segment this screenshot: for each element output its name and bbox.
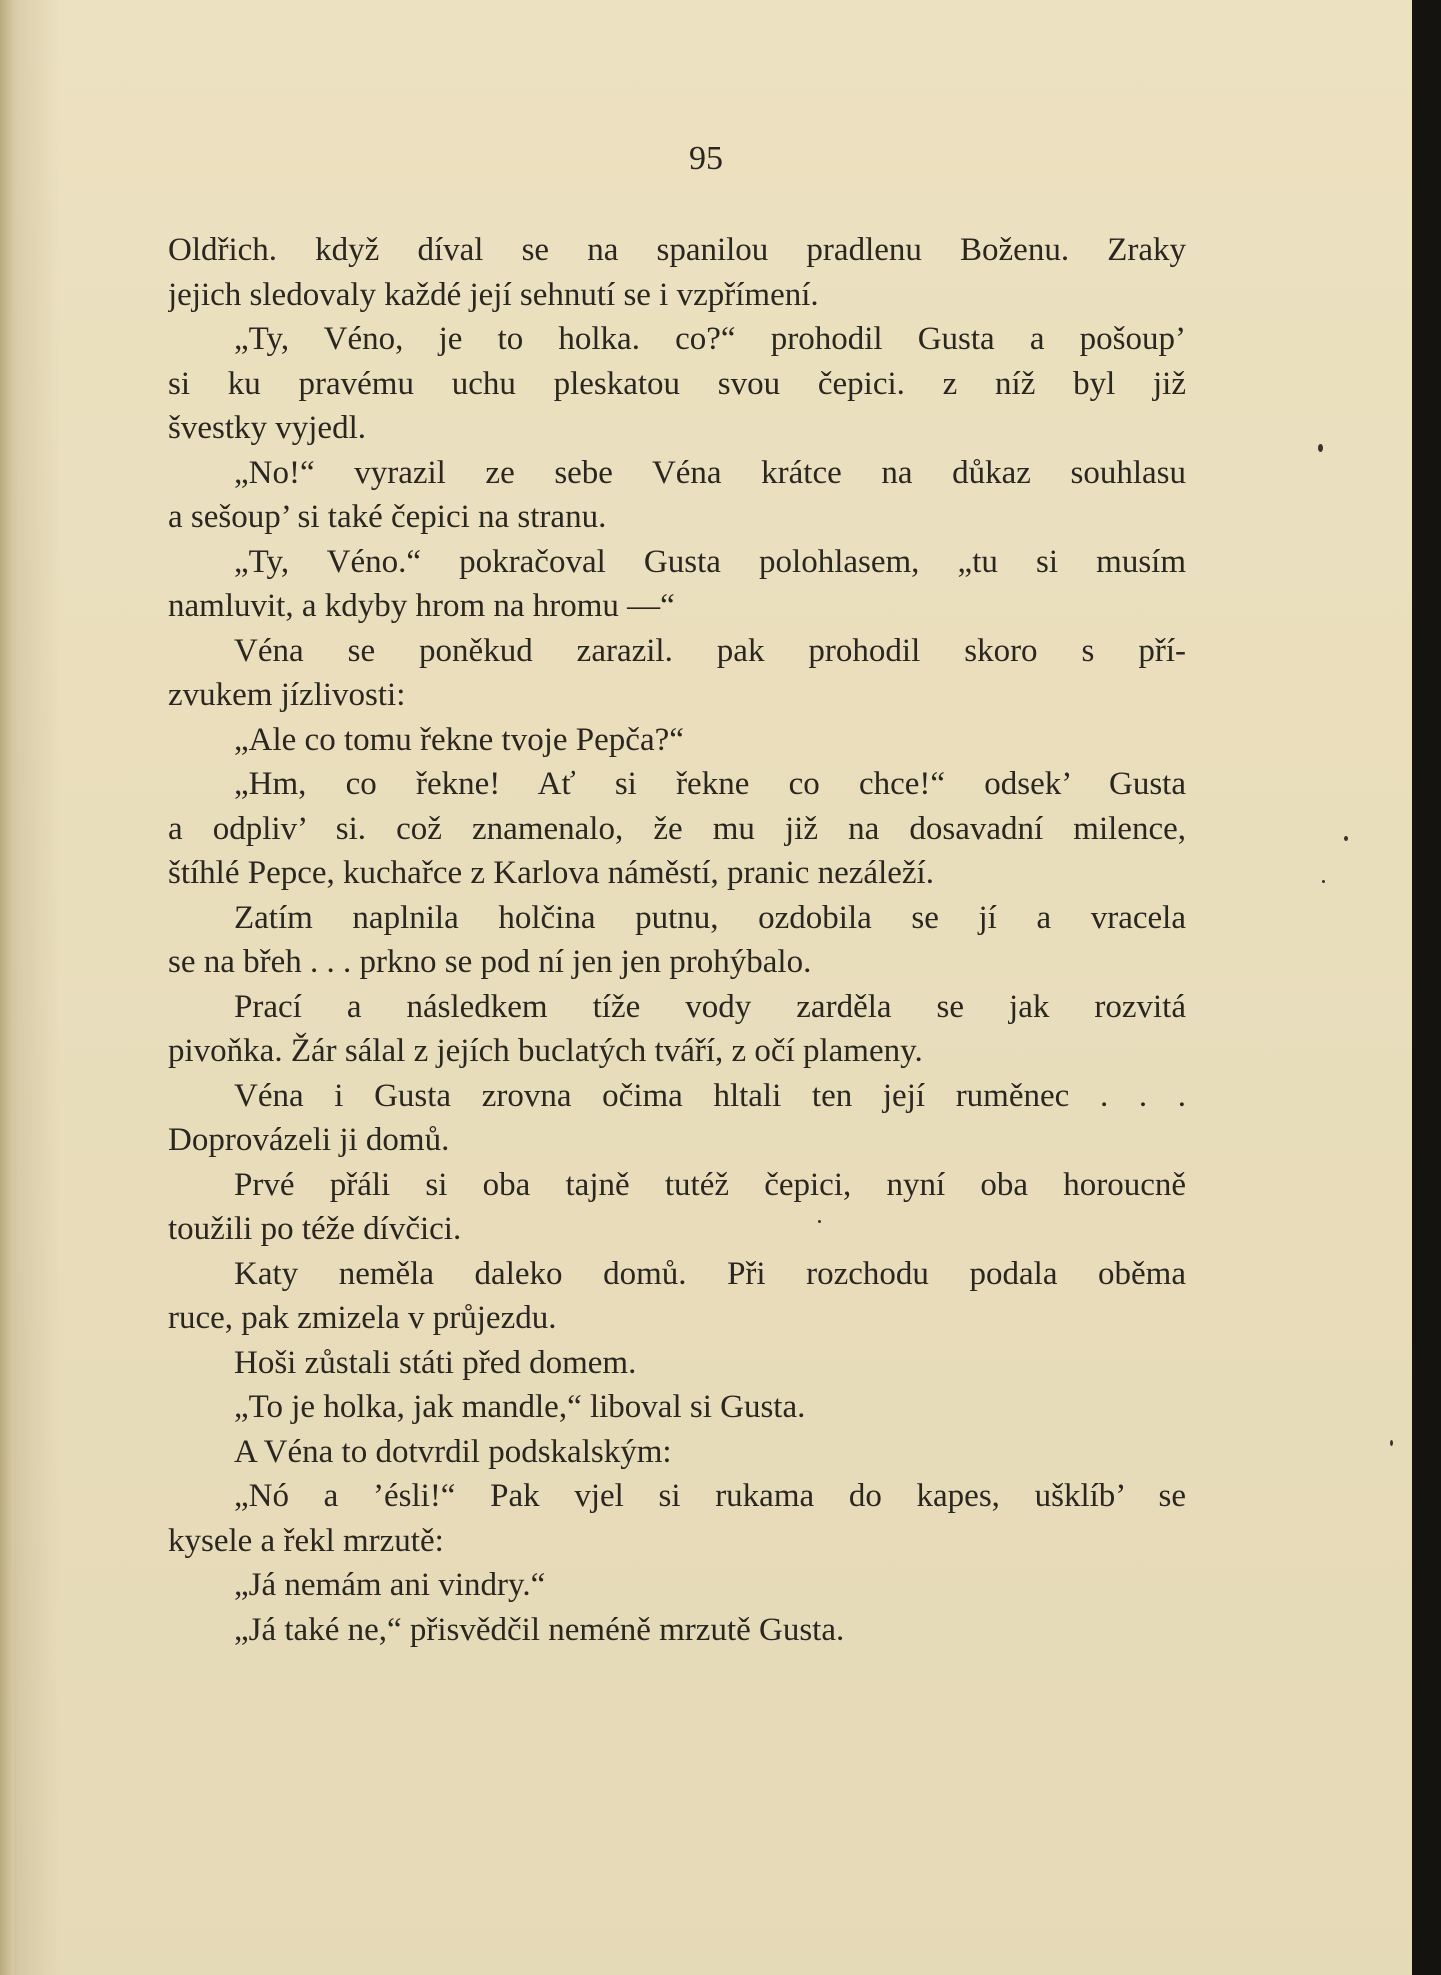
text-line: „No!“ vyrazil ze sebe Véna krátce na důkaz souhlasu bbox=[234, 454, 1186, 491]
print-speck bbox=[818, 1220, 821, 1223]
print-speck bbox=[1322, 880, 1325, 883]
text-line: „To je holka, jak mandle,“ liboval si Gusta. bbox=[234, 1389, 806, 1425]
page-number: 95 bbox=[689, 140, 723, 177]
text-line: „Ty, Véno.“ pokračoval Gusta polohlasem, „tu si musím bbox=[234, 543, 1186, 580]
text-line: „Hm, co řekne! Ať si řekne co chce!“ odsek’ Gusta bbox=[234, 766, 1186, 802]
print-speck bbox=[1318, 444, 1323, 452]
text-line: Prací a následkem tíže vody zarděla se jak rozvitá bbox=[234, 988, 1186, 1025]
text-line: a odpliv’ si. což znamenalo, že mu již na dosavadní milence, bbox=[168, 810, 1186, 847]
text-line: namluvit, a kdyby hrom na hromu —“ bbox=[168, 588, 675, 624]
page-edge-background bbox=[1412, 0, 1441, 1975]
text-line: Doprovázeli ji domů. bbox=[168, 1122, 450, 1158]
print-speck bbox=[1390, 1440, 1393, 1446]
text-line: Véna se poněkud zarazil. pak prohodil skoro s pří- bbox=[234, 632, 1186, 669]
text-line: toužili po téže dívčici. bbox=[168, 1211, 462, 1247]
text-line: kysele a řekl mrzutě: bbox=[168, 1522, 444, 1559]
text-line: Oldřich. když díval se na spanilou pradlenu Boženu. Zraky bbox=[168, 232, 1186, 268]
text-line: „Já nemám ani vindry.“ bbox=[234, 1567, 546, 1603]
text-line: Hoši zůstali státi před domem. bbox=[234, 1344, 637, 1381]
text-line: „Ale co tomu řekne tvoje Pepča?“ bbox=[234, 721, 684, 758]
text-line: Zatím naplnila holčina putnu, ozdobila se jí a vracela bbox=[234, 899, 1186, 936]
text-line: Prvé přáli si oba tajně tutéž čepici, nyní oba horoucně bbox=[234, 1166, 1186, 1203]
text-line: „Ty, Véno, je to holka. co?“ prohodil Gusta a pošoup’ bbox=[234, 321, 1186, 357]
print-speck bbox=[1344, 836, 1348, 841]
text-line: a sešoup’ si také čepici na stranu. bbox=[168, 499, 607, 535]
text-line: si ku pravému uchu pleskatou svou čepici. z níž byl již bbox=[168, 365, 1186, 402]
text-line: „Já také ne,“ přisvědčil neméně mrzutě Gusta. bbox=[234, 1611, 845, 1648]
text-line: pivoňka. Žár sálal z jejích buclatých tváří, z očí plameny. bbox=[168, 1033, 923, 1069]
text-line: se na břeh . . . prkno se pod ní jen jen prohýbalo. bbox=[168, 944, 812, 980]
page-gutter-shadow bbox=[0, 0, 14, 1975]
text-line: zvukem jízlivosti: bbox=[168, 677, 406, 713]
text-line: „Nó a ’ésli!“ Pak vjel si rukama do kapes, ušklíb’ se bbox=[234, 1478, 1186, 1514]
text-line: A Véna to dotvrdil podskalským: bbox=[234, 1433, 672, 1470]
text-line: štíhlé Pepce, kuchařce z Karlova náměstí, pranic nezáleží. bbox=[168, 855, 934, 891]
text-line: Véna i Gusta zrovna očima hltali ten její ruměnec . . . bbox=[234, 1077, 1186, 1114]
text-line: jejich sledovaly každé její sehnutí se i vzpřímení. bbox=[168, 276, 819, 313]
text-line: ruce, pak zmizela v průjezdu. bbox=[168, 1300, 557, 1336]
text-line: Katy neměla daleko domů. Při rozchodu podala oběma bbox=[234, 1255, 1186, 1292]
body-text bbox=[168, 228, 1186, 1652]
text-line: švestky vyjedl. bbox=[168, 410, 366, 446]
